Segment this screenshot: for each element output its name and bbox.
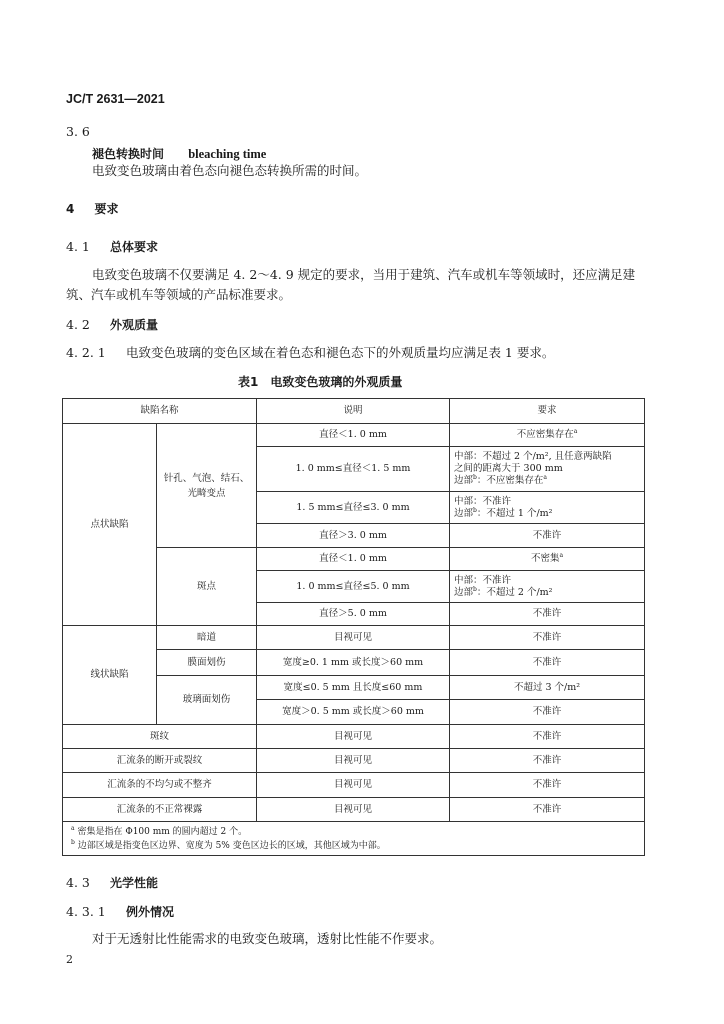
footnote-mark: b [71, 838, 75, 846]
req-line: 中部：不超过 2 个/m², 且任意两缺陷 [454, 451, 612, 462]
req-line [454, 475, 640, 487]
req-line: 中部：不准许 [454, 495, 512, 507]
cell-req: 不准许 [450, 650, 645, 676]
cell-desc: 1. 0 mm≤直径≤5. 0 mm [257, 571, 450, 603]
table-row [63, 749, 645, 773]
cell-req: 不准许 [450, 700, 645, 725]
req-part: ：不超过 2 个/m² [476, 586, 553, 598]
footnote-b [71, 839, 636, 853]
cell-req [450, 492, 645, 524]
req-part: 边部 [454, 507, 474, 519]
req-text: 不密集 [530, 553, 560, 564]
term-chinese: 褪色转换时间 [92, 147, 165, 161]
req-line: 中部：不准许 [454, 574, 512, 586]
clause-3-6-number: 3. 6 [66, 124, 90, 139]
cell-desc: 目视可见 [257, 749, 450, 773]
cell-desc: 1. 0 mm≤直径＜1. 5 mm [257, 447, 450, 492]
table-footnotes [63, 822, 645, 856]
glass-scratch-label: 玻璃面划伤 [157, 676, 257, 725]
film-scratch-label: 膜面划伤 [157, 650, 257, 676]
clause-4-heading [66, 198, 119, 217]
cell-req: 不准许 [450, 725, 645, 749]
table-row [63, 626, 645, 650]
footnote-mark: a [543, 473, 547, 481]
req-line: 之间的距离大于 300 mm [454, 463, 563, 474]
req-part: ：不超过 1 个/m² [476, 507, 553, 519]
cell-req [450, 571, 645, 603]
clause-4-1-number: 4. 1 [66, 239, 90, 254]
dark-channel-label: 暗道 [157, 626, 257, 650]
clause-4-1-para-line2: 筑、汽车或机车等领域的产品标准要求。 [66, 287, 292, 302]
cell-req: 不准许 [450, 524, 645, 548]
header-description: 说明 [257, 399, 450, 424]
cell-req: 不准许 [450, 798, 645, 822]
cell-desc: 1. 5 mm≤直径≤3. 0 mm [257, 492, 450, 524]
cell-desc: 目视可见 [257, 626, 450, 650]
clause-4-2-number: 4. 2 [66, 317, 90, 332]
term-english: bleaching time [188, 147, 267, 161]
clause-4-3-1-text: 对于无透射比性能需求的电致变色玻璃，透射比性能不作要求。 [92, 931, 443, 946]
table-caption: 表1 电致变色玻璃的外观质量 [238, 375, 403, 389]
footnote-mark: b [473, 506, 477, 514]
footnote-mark: b [473, 473, 477, 481]
cell-desc: 直径＞5. 0 mm [257, 603, 450, 626]
cell-desc: 直径＜1. 0 mm [257, 424, 450, 447]
cell-desc: 宽度＞0. 5 mm 或长度＞60 mm [257, 700, 450, 725]
defect-name: 汇流条的不正常裸露 [63, 798, 257, 822]
req-part: 边部 [454, 475, 474, 486]
clause-4-2-heading [66, 314, 158, 333]
cell-desc: 直径＜1. 0 mm [257, 548, 450, 571]
defect-name: 汇流条的断开或裂纹 [63, 749, 257, 773]
standard-code: JC/T 2631—2021 [66, 92, 165, 106]
cell-req: 不超过 3 个/m² [450, 676, 645, 700]
header-defect-name: 缺陷名称 [63, 399, 257, 424]
footnote-mark: a [71, 824, 75, 832]
cell-req: 不准许 [450, 626, 645, 650]
table-header-row [63, 399, 645, 424]
clause-4-number: 4 [66, 202, 75, 216]
table-row [63, 773, 645, 798]
req-part: 边部 [454, 586, 474, 598]
clause-4-3-1-heading [66, 901, 174, 920]
cell-req: 不准许 [450, 773, 645, 798]
footnote-text: 边部区域是指变色区边界、宽度为 5% 变色区边长的区域，其他区域为中部。 [77, 840, 386, 851]
cell-desc: 目视可见 [257, 798, 450, 822]
appearance-quality-table [62, 398, 645, 856]
footnote-mark: a [559, 551, 564, 559]
linear-defect-label: 线状缺陷 [63, 626, 157, 725]
clause-4-3-1-number: 4. 3. 1 [66, 904, 106, 919]
spot-group-label: 斑点 [157, 548, 257, 626]
clause-4-2-1 [66, 342, 554, 361]
page-number: 2 [66, 953, 73, 966]
clause-4-title: 要求 [94, 202, 119, 216]
cell-desc: 宽度≥0. 1 mm 或长度＞60 mm [257, 650, 450, 676]
clause-4-3-number: 4. 3 [66, 875, 90, 890]
clause-3-6-term [92, 143, 266, 162]
req-line [454, 508, 640, 520]
point-defect-label: 点状缺陷 [63, 424, 157, 626]
clause-4-2-1-number: 4. 2. 1 [66, 345, 106, 360]
clause-4-1-para-line1: 电致变色玻璃不仅要满足 4. 2～4. 9 规定的要求，当用于建筑、汽车或机车等领域时，还应满足建 [92, 267, 636, 282]
pinhole-group-text: 针孔、气泡、结石、光畸变点 [163, 472, 250, 499]
defect-name: 斑纹 [63, 725, 257, 749]
cell-req [450, 548, 645, 571]
cell-req: 不准许 [450, 603, 645, 626]
req-part: ：不应密集存在 [476, 475, 544, 486]
header-requirement: 要求 [450, 399, 645, 424]
table-row [63, 424, 645, 447]
table-footnotes-row [63, 822, 645, 856]
clause-4-3-title: 光学性能 [110, 876, 159, 890]
cell-req [450, 447, 645, 492]
clause-4-1-heading [66, 236, 158, 255]
table-row [63, 798, 645, 822]
footnote-a [71, 825, 636, 839]
clause-4-1-title: 总体要求 [110, 240, 159, 254]
table-row [63, 725, 645, 749]
cell-req: 不准许 [450, 749, 645, 773]
footnote-mark: a [573, 427, 578, 435]
cell-desc: 目视可见 [257, 725, 450, 749]
pinhole-group-label [157, 424, 257, 548]
cell-desc: 宽度≤0. 5 mm 且长度≤60 mm [257, 676, 450, 700]
req-line [454, 587, 640, 599]
footnote-text: 密集是指在 Φ100 mm 的圆内超过 2 个。 [77, 826, 248, 837]
clause-4-3-heading [66, 872, 158, 891]
clause-3-6-definition: 电致变色玻璃由着色态向褪色态转换所需的时间。 [92, 163, 368, 178]
defect-name: 汇流条的不均匀或不整齐 [63, 773, 257, 798]
cell-req [450, 424, 645, 447]
clause-4-3-1-title: 例外情况 [125, 905, 174, 919]
footnote-mark: b [473, 585, 477, 593]
cell-desc: 目视可见 [257, 773, 450, 798]
cell-desc: 直径＞3. 0 mm [257, 524, 450, 548]
req-text: 不应密集存在 [516, 429, 574, 440]
clause-4-2-title: 外观质量 [110, 318, 159, 332]
clause-4-2-1-text: 电致变色玻璃的变色区域在着色态和褪色态下的外观质量均应满足表 1 要求。 [125, 345, 555, 360]
